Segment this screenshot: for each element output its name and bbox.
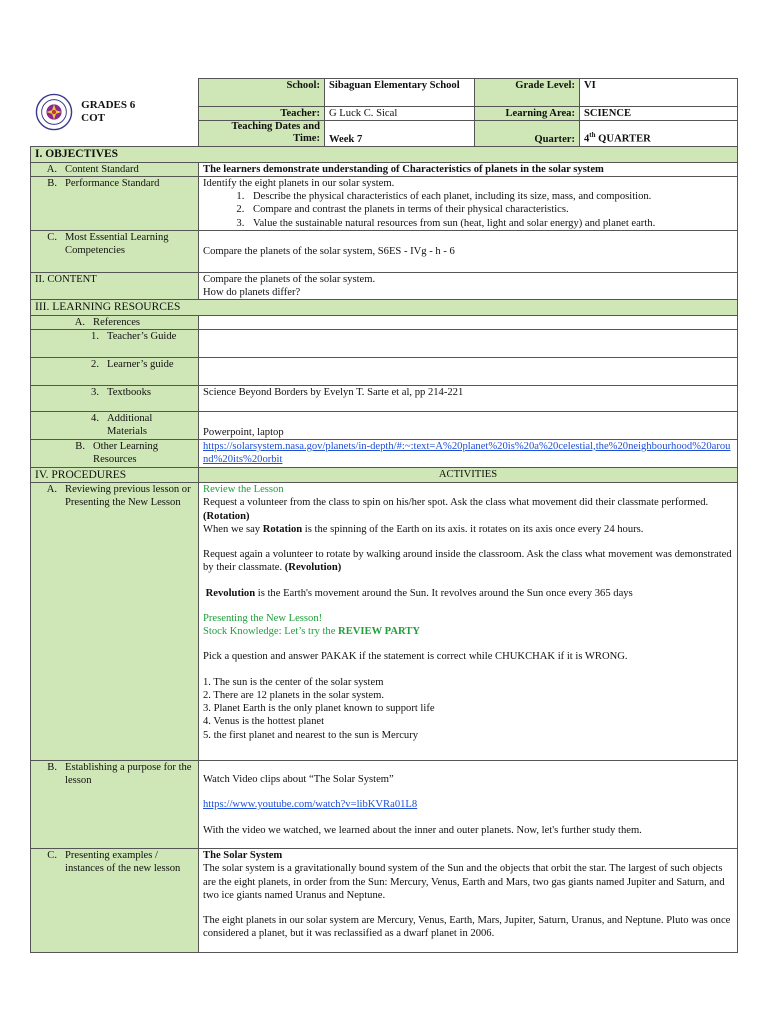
grade-level-label: Grade Level: — [475, 79, 580, 107]
video-summary-text: With the video we watched, we learned about the inner and outer planets. Now, let's further study them. — [203, 824, 642, 836]
objective-item: 2. Compare and contrast the planets in terms of their physical characteristics. — [247, 203, 733, 216]
grades-label: GRADES 6 — [81, 99, 136, 112]
watch-video-text: Watch Video clips about “The Solar System” — [203, 774, 394, 786]
content-standard-value: The learners demonstrate understanding of Characteristics of planets in the solar system — [199, 162, 738, 176]
performance-standard-label: B. Performance Standard — [31, 176, 199, 230]
teacher-label: Teacher: — [199, 107, 325, 121]
objectives-heading: I. OBJECTIVES — [31, 147, 738, 162]
presenting-examples-label: C. Presenting examples / instances of the new lesson — [31, 849, 199, 953]
statement-item: 3. Planet Earth is the only planet known to support life — [203, 703, 435, 715]
objective-item: 1. Describe the physical characteristics of each planet, including its size, mass, and composition. — [247, 190, 733, 203]
quarter-label: Quarter: — [475, 121, 580, 147]
textbooks-label: 3. Textbooks — [31, 385, 199, 411]
melc-label: C. Most Essential Learning Competencies — [31, 230, 199, 272]
textbooks-value: Science Beyond Borders by Evelyn T. Sarte et al, pp 214-221 — [199, 385, 738, 411]
references-value — [199, 315, 738, 329]
deped-seal-icon — [35, 93, 73, 131]
references-label: A. References — [31, 315, 199, 329]
melc-value: Compare the planets of the solar system, S6ES - IVg - h - 6 — [199, 230, 738, 272]
review-paragraph-3: Request again a volunteer to rotate by walking around inside the classroom. Ask the class what movement was demonstrated by their classmate. (Revolution) — [203, 549, 732, 574]
procedures-heading: IV. PROCEDURES — [31, 467, 199, 482]
grade-level-value: VI — [580, 79, 738, 107]
nasa-planets-link[interactable]: https://solarsystem.nasa.gov/planets/in-depth/#:~:text=A%20planet%20is%20a%20celestial,the%20neighbourhood%20around%20its%20orbit — [203, 440, 731, 466]
establishing-purpose-content — [199, 761, 738, 849]
youtube-video-link[interactable]: https://www.youtube.com/watch?v=libKVRa01L8 — [203, 799, 418, 811]
statement-item: 1. The sun is the center of the solar system — [203, 676, 384, 688]
quarter-value: 4th QUARTER — [580, 121, 738, 147]
cot-label: COT — [81, 112, 105, 125]
review-paragraph-1: Request a volunteer from the class to spin on his/her spot. Ask the class what movement did their classmate performed. (Rotation) — [203, 497, 709, 522]
presenting-examples-content — [199, 849, 738, 953]
teaching-dates-label: Teaching Dates and Time: — [199, 121, 325, 147]
solar-system-paragraph-1: The solar system is a gravitationally bound system of the Sun and the objects that orbit the star. The largest of such objects are the eight planets, in order from the Sun: Mercury, Venus, Earth and Mars, two gas giants named Jupiter and Saturn, and two ice giants named Uranus and Neptune. — [203, 863, 725, 901]
performance-objectives-list — [203, 190, 733, 230]
teachers-guide-value — [199, 329, 738, 357]
performance-standard-value — [199, 176, 738, 230]
review-paragraph-4: Revolution is the Earth's movement around the Sun. It revolves around the Sun once every 365 days — [205, 587, 633, 599]
activities-heading: ACTIVITIES — [199, 467, 738, 482]
daily-lesson-log-table — [30, 78, 738, 953]
grade-cot-heading — [81, 99, 135, 125]
statement-item: 2. There are 12 planets in the solar system. — [203, 689, 385, 701]
learners-guide-value — [199, 357, 738, 385]
teacher-value: G Luck C. Sical — [325, 107, 475, 121]
other-resources-value — [199, 439, 738, 467]
review-party-instructions: Pick a question and answer PAKAK if the statement is correct while CHUKCHAK if it is WRONG. — [203, 651, 628, 663]
school-label: School: — [199, 79, 325, 107]
content-standard-label: A. Content Standard — [31, 162, 199, 176]
teachers-guide-label: 1. Teacher’s Guide — [31, 329, 199, 357]
review-paragraph-2: When we say Rotation is the spinning of the Earth on its axis. it rotates on its axis once every 24 hours. — [203, 523, 644, 535]
establishing-purpose-label: B. Establishing a purpose for the lesson — [31, 761, 199, 849]
other-resources-label: B. Other Learning Resources — [31, 439, 199, 467]
statement-item: 5. the first planet and nearest to the sun is Mercury — [203, 729, 419, 741]
content-heading: II. CONTENT — [31, 272, 199, 299]
stock-knowledge-line: Stock Knowledge: Let’s try the REVIEW PARTY — [203, 626, 420, 638]
performance-intro: Identify the eight planets in our solar system. — [203, 177, 395, 189]
solar-system-title: The Solar System — [203, 850, 283, 862]
header-logo-cell — [31, 79, 199, 147]
presenting-heading: Presenting the New Lesson! — [203, 612, 323, 624]
additional-materials-label: 4. Additional Materials — [31, 411, 199, 439]
learning-area-value: SCIENCE — [580, 107, 738, 121]
review-heading: Review the Lesson — [203, 484, 284, 496]
solar-system-paragraph-2: The eight planets in our solar system are Mercury, Venus, Earth, Mars, Jupiter, Saturn, Uranus, and Neptune. Pluto was once considered a planet, but it was reclassified as a dwarf planet in 2006. — [203, 915, 731, 940]
learning-resources-heading: III. LEARNING RESOURCES — [31, 300, 738, 315]
school-value: Sibaguan Elementary School — [325, 79, 475, 107]
statement-item: 4. Venus is the hottest planet — [203, 716, 325, 728]
reviewing-lesson-label: A. Reviewing previous lesson or Presenting the New Lesson — [31, 483, 199, 761]
objective-item: 3. Value the sustainable natural resources from sun (heat, light and solar energy) and planet earth. — [247, 217, 733, 230]
reviewing-lesson-content — [199, 483, 738, 761]
additional-materials-value: Powerpoint, laptop — [199, 411, 738, 439]
teaching-dates-value: Week 7 — [325, 121, 475, 147]
learners-guide-label: 2. Learner’s guide — [31, 357, 199, 385]
content-value: Compare the planets of the solar system. How do planets differ? — [199, 272, 738, 299]
learning-area-label: Learning Area: — [475, 107, 580, 121]
